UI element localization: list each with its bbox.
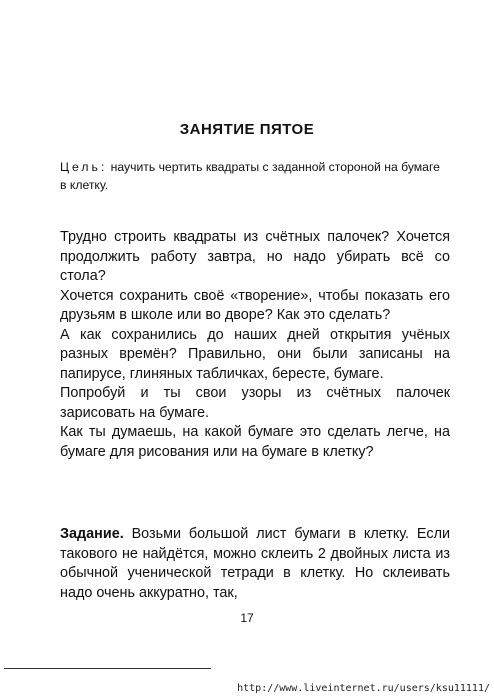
lesson-goal: [60, 158, 448, 194]
goal-text: научить чертить квадраты с заданной стороной на бумаге в клетку.: [60, 160, 440, 192]
paragraph-1: Трудно строить квадраты из счётных палочек? Хочется продолжить работу завтра, но надо убирать всё со стола?: [60, 229, 450, 284]
paragraph-4: Попробуй и ты свои узоры из счётных палочек зарисовать на бумаге.: [60, 385, 450, 421]
lesson-title: ЗАНЯТИЕ ПЯТОЕ: [179, 121, 315, 138]
footer-rule: [4, 668, 211, 669]
task-paragraph: [60, 525, 450, 603]
task-text: Возьми большой лист бумаги в клетку. Если такового не найдётся, можно склеить 2 двойных листа из обычной ученической тетради в клетку. Но склеивать надо очень аккуратно, так,: [60, 526, 450, 601]
goal-label: Цель:: [60, 160, 108, 174]
task-label: Задание.: [60, 526, 124, 542]
paragraph-5: Как ты думаешь, на какой бумаге это сделать легче, на бумаге для рисования или на бумаге в клетку?: [60, 424, 450, 460]
watermark-url: http://www.liveinternet.ru/users/ksu11111/: [237, 683, 490, 694]
paragraph-3: А как сохранились до наших дней открытия учёных разных времён? Правильно, они были записаны на папирусе, глиняных табличках, бересте, бумаге.: [60, 326, 450, 382]
page-number: 17: [240, 611, 254, 625]
paragraph-2: Хочется сохранить своё «творение», чтобы показать его друзьям в школе или во дворе? Как это сделать?: [60, 287, 450, 323]
lesson-body: [60, 228, 450, 462]
